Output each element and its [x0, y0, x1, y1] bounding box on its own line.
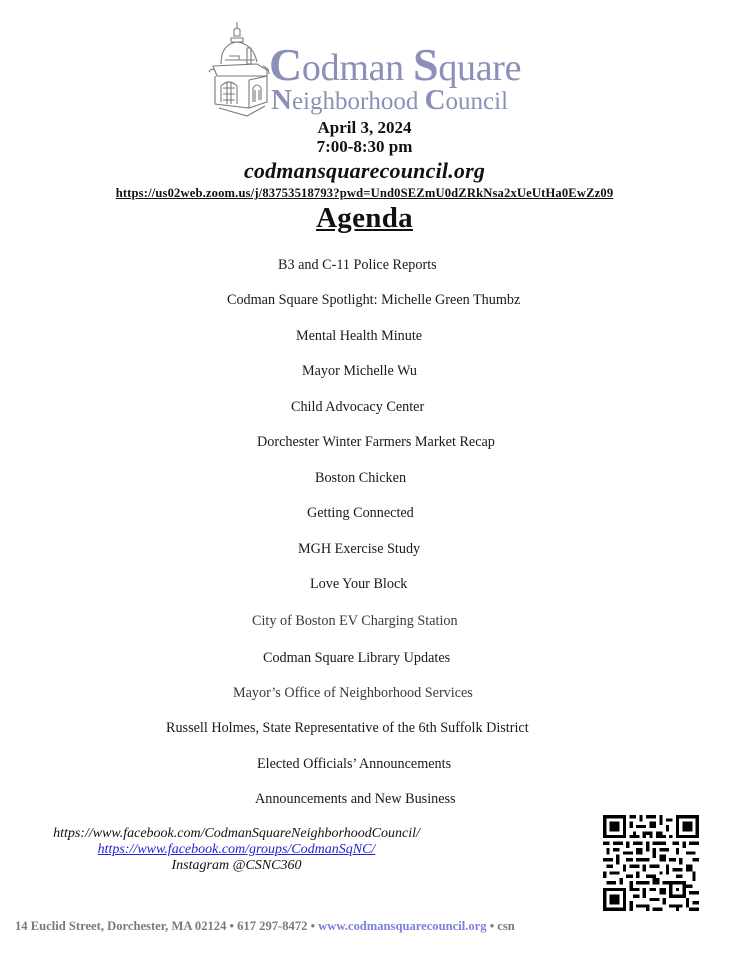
- agenda-item: Getting Connected: [307, 505, 414, 521]
- agenda-item: Codman Square Spotlight: Michelle Green Thumbz: [227, 292, 521, 308]
- footer-separator: •: [486, 919, 498, 933]
- agenda-item: Codman Square Library Updates: [263, 650, 451, 666]
- meeting-time: 7:00-8:30 pm: [316, 137, 413, 156]
- council-logo: [207, 20, 527, 118]
- logo-word-ouncil: ouncil: [445, 88, 509, 115]
- logo-line-2: [271, 86, 521, 115]
- instagram-handle: Instagram @CSNC360: [171, 858, 302, 873]
- footer-separator: •: [307, 919, 319, 933]
- footer-website-link[interactable]: www.codmansquarecouncil.org: [318, 919, 487, 933]
- agenda-item: Boston Chicken: [315, 470, 407, 486]
- agenda-item: City of Boston EV Charging Station: [252, 613, 458, 629]
- logo-word-odman: odman: [301, 47, 414, 89]
- footer-separator: •: [226, 919, 238, 933]
- footer-address: 14 Euclid Street, Dorchester, MA 02124: [15, 919, 227, 933]
- facebook-group-link[interactable]: https://www.facebook.com/groups/CodmanSqNC/: [97, 842, 376, 857]
- page-title: Agenda: [316, 202, 413, 234]
- agenda-item: Mental Health Minute: [296, 328, 423, 344]
- logo-word-eighborhood: eighborhood: [291, 88, 425, 115]
- agenda-item: MGH Exercise Study: [298, 541, 421, 557]
- agenda-item: B3 and C-11 Police Reports: [278, 257, 437, 273]
- cupola-building-icon: [207, 20, 277, 118]
- meeting-date: April 3, 2024: [317, 118, 412, 137]
- logo-initial-c: C: [269, 39, 302, 90]
- footer-phone: 617 297-8472: [237, 919, 308, 933]
- agenda-item: Mayor Michelle Wu: [302, 363, 418, 379]
- facebook-page-link[interactable]: https://www.facebook.com/CodmanSquareNeighborhoodCouncil/: [53, 826, 420, 841]
- logo-initial-n: N: [271, 84, 292, 116]
- logo-initial-s: S: [413, 39, 439, 90]
- agenda-item: Child Advocacy Center: [291, 399, 425, 415]
- logo-line-1: [269, 39, 522, 90]
- agenda-item: Love Your Block: [310, 576, 408, 592]
- agenda-item: Dorchester Winter Farmers Market Recap: [257, 434, 495, 450]
- logo-initial-c2: C: [424, 84, 446, 116]
- footer-email-partial[interactable]: csn: [497, 919, 515, 933]
- footer-contact: [15, 919, 585, 934]
- zoom-meeting-link[interactable]: https://us02web.zoom.us/j/83753518793?pwd=Und0SEZmU0dZRkNsa2xUeUtHa0EwZz09: [115, 186, 614, 200]
- agenda-item: Mayor’s Office of Neighborhood Services: [233, 685, 473, 701]
- agenda-item: Russell Holmes, State Representative of the 6th Suffolk District: [166, 720, 529, 736]
- qr-code-icon: [603, 815, 699, 911]
- agenda-item: Elected Officials’ Announcements: [257, 756, 452, 772]
- agenda-item: Announcements and New Business: [255, 791, 456, 807]
- logo-word-quare: quare: [438, 47, 522, 89]
- website-heading: codmansquarecouncil.org: [243, 158, 486, 183]
